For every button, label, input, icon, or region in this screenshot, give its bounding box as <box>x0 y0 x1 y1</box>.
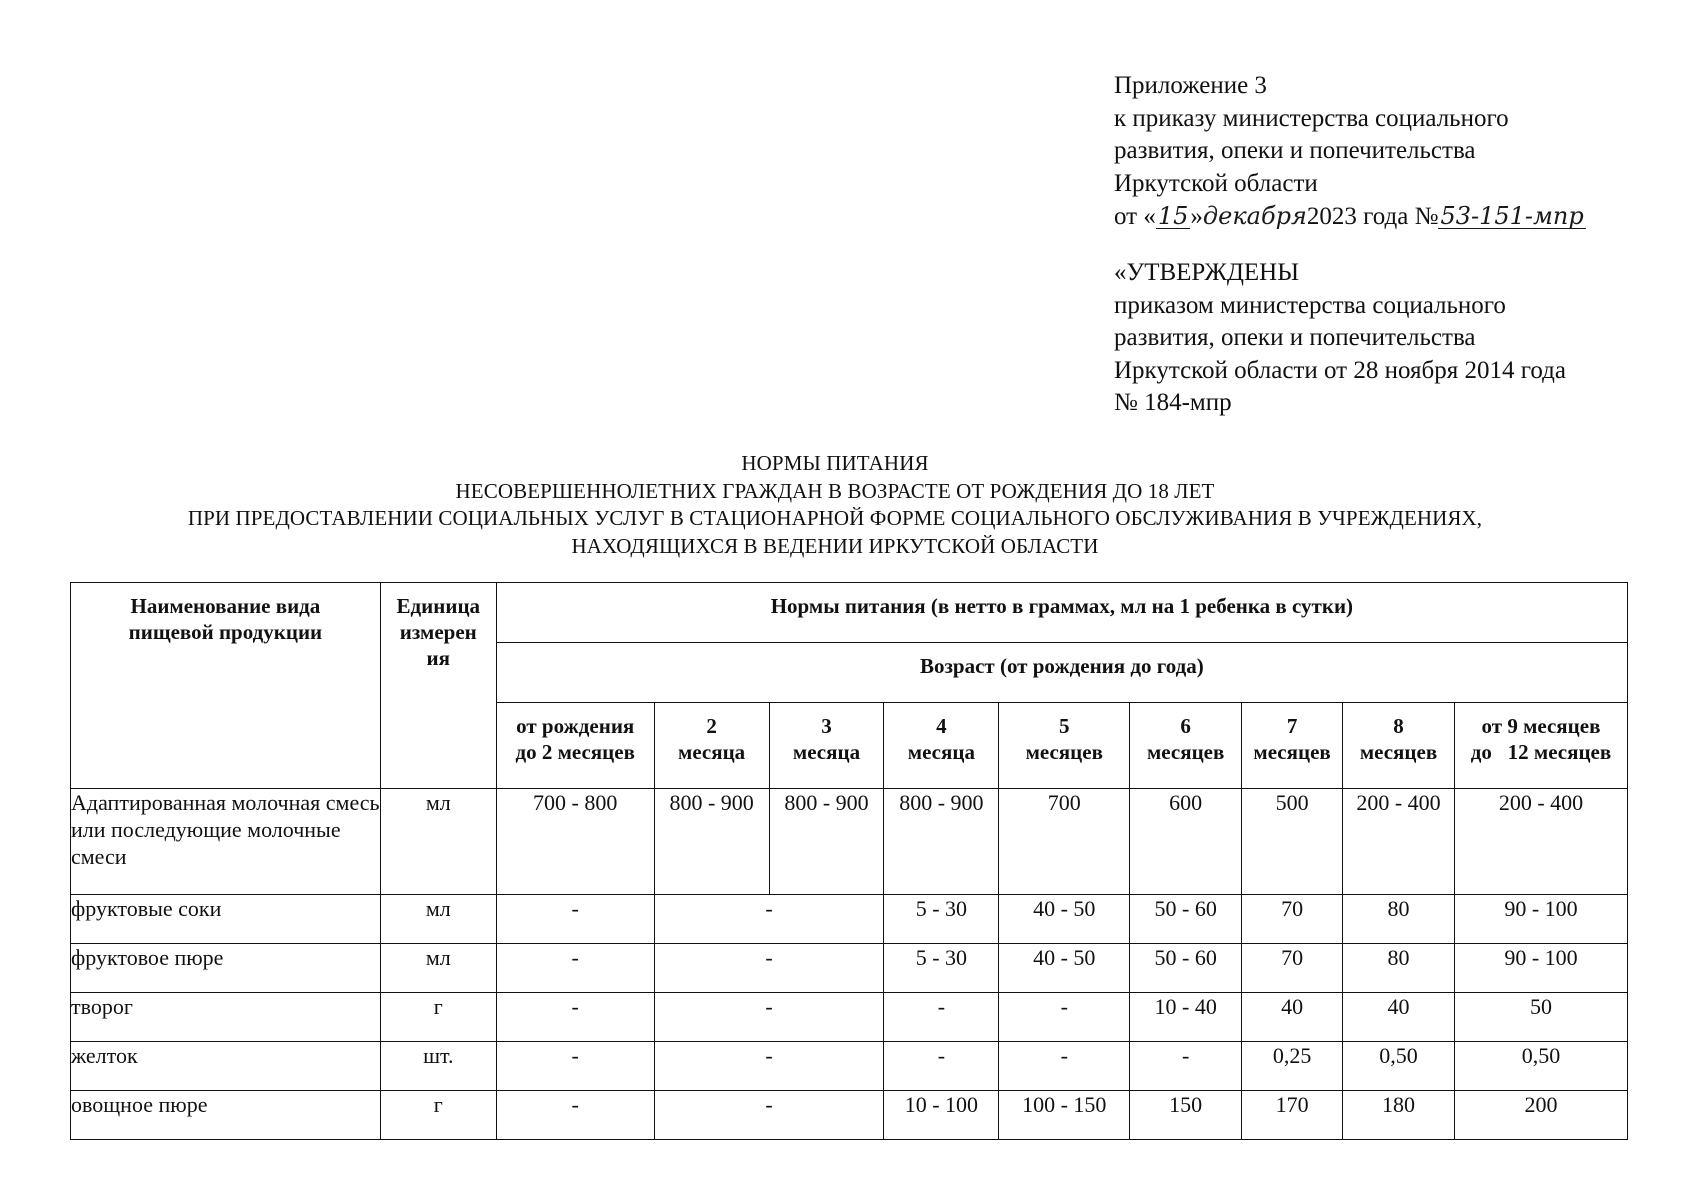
date-mid: » <box>1190 203 1203 230</box>
approved-line-1: «УТВЕРЖДЕНЫ <box>1114 259 1300 286</box>
table-row <box>71 895 1628 944</box>
table-row <box>71 944 1628 993</box>
header-row-top <box>71 583 1628 643</box>
value-cell: - <box>999 1042 1130 1091</box>
value-cell: 80 <box>1343 944 1455 993</box>
header-age-1 <box>496 703 654 789</box>
value-cell: 50 - 60 <box>1130 895 1242 944</box>
value-cell: 800 - 900 <box>884 789 999 895</box>
value-cell: - <box>1130 1042 1242 1091</box>
table-body <box>71 789 1628 1140</box>
appendix-block <box>1114 70 1586 234</box>
handwritten-month: декабря <box>1202 202 1307 230</box>
title-line-1: НОРМЫ ПИТАНИЯ <box>741 451 929 475</box>
value-cell: 200 - 400 <box>1343 789 1455 895</box>
header-age-2 <box>654 703 769 789</box>
value-cell: 0,50 <box>1343 1042 1455 1091</box>
value-cell: 180 <box>1343 1091 1455 1140</box>
product-name-cell: Адаптированная молочная смесь или последующие молочные смеси <box>71 789 381 895</box>
approved-line-4: Иркутской области от 28 ноября 2014 года <box>1114 356 1566 384</box>
age-label-line-1: 4 <box>936 714 947 738</box>
product-name-cell: фруктовое пюре <box>71 944 381 993</box>
table-row <box>71 1091 1628 1140</box>
age-label-line-1: 3 <box>821 714 832 738</box>
value-cell: - <box>654 1091 884 1140</box>
table-row <box>71 789 1628 895</box>
title-line-4: НАХОДЯЩИХСЯ В ВЕДЕНИИ ИРКУТСКОЙ ОБЛАСТИ <box>571 533 1099 558</box>
age-label-line-1: от 9 месяцев <box>1481 714 1601 738</box>
value-cell: 40 <box>1242 993 1343 1042</box>
value-cell: 5 - 30 <box>884 944 999 993</box>
age-label-line-2: месяцев <box>1025 740 1103 764</box>
value-cell: 40 <box>1343 993 1455 1042</box>
value-cell: 70 <box>1242 944 1343 993</box>
age-label-line-1: от рождения <box>516 714 635 738</box>
appendix-line-3: развития, опеки и попечительства <box>1114 137 1476 164</box>
title-line-3: ПРИ ПРЕДОСТАВЛЕНИИ СОЦИАЛЬНЫХ УСЛУГ В СТАЦИОНАРНОЙ ФОРМЕ СОЦИАЛЬНОГО ОБСЛУЖИВАНИЯ В УЧРЕЖДЕНИЯХ, <box>187 506 1483 530</box>
value-cell: 600 <box>1130 789 1242 895</box>
nutrition-norms-table <box>70 582 1628 1140</box>
product-name-cell: творог <box>71 993 381 1042</box>
header-age-group: Возраст (от рождения до года) <box>496 643 1627 703</box>
value-cell: - <box>496 1091 654 1140</box>
header-age-5 <box>999 703 1130 789</box>
value-cell: - <box>999 993 1130 1042</box>
value-cell: 100 - 150 <box>999 1091 1130 1140</box>
approved-line-2: приказом министерства социального <box>1114 291 1506 319</box>
product-name-cell: фруктовые соки <box>71 895 381 944</box>
value-cell: - <box>496 895 654 944</box>
age-label-line-2: месяцев <box>1359 740 1438 764</box>
value-cell: 10 - 40 <box>1130 993 1242 1042</box>
header-age-7 <box>1242 703 1343 789</box>
unit-cell: мл <box>380 895 496 944</box>
value-cell: 700 - 800 <box>496 789 654 895</box>
age-label-line-2: до 12 месяцев <box>1470 740 1612 764</box>
value-cell: 500 <box>1242 789 1343 895</box>
approved-block <box>1114 257 1566 420</box>
value-cell: 40 - 50 <box>999 895 1130 944</box>
value-cell: 0,50 <box>1454 1042 1627 1091</box>
document-title <box>110 450 1560 560</box>
value-cell: - <box>654 895 884 944</box>
header-age-4 <box>884 703 999 789</box>
value-cell: 80 <box>1343 895 1455 944</box>
value-cell: 50 - 60 <box>1130 944 1242 993</box>
age-label-line-1: 7 <box>1286 714 1298 738</box>
unit-cell: шт. <box>380 1042 496 1091</box>
value-cell: - <box>654 993 884 1042</box>
header-product-name: Наименование вида пищевой продукции <box>71 583 381 789</box>
value-cell: 0,25 <box>1242 1042 1343 1091</box>
header-age-9 <box>1454 703 1627 789</box>
age-label-line-2: месяца <box>792 740 861 764</box>
product-name-cell: желток <box>71 1042 381 1091</box>
handwritten-number: 53-151-мпр <box>1440 202 1584 230</box>
value-cell: 50 <box>1454 993 1627 1042</box>
age-label-line-2: месяца <box>907 740 975 764</box>
date-year: 2023 года № <box>1306 203 1439 230</box>
value-cell: 150 <box>1130 1091 1242 1140</box>
value-cell: 700 <box>999 789 1130 895</box>
value-cell: 170 <box>1242 1091 1343 1140</box>
unit-cell: г <box>380 993 496 1042</box>
value-cell: 200 - 400 <box>1454 789 1627 895</box>
header-norms: Нормы питания (в нетто в граммах, мл на 1 ребенка в сутки) <box>496 583 1627 643</box>
title-line-2: НЕСОВЕРШЕННОЛЕТНИХ ГРАЖДАН В ВОЗРАСТЕ ОТ РОЖДЕНИЯ ДО 18 ЛЕТ <box>455 478 1215 503</box>
product-name-cell: овощное пюре <box>71 1091 381 1140</box>
approved-line-5: № 184-мпр <box>1114 389 1232 416</box>
header-unit: Единица измерен ия <box>380 583 496 789</box>
table-row <box>71 993 1628 1042</box>
appendix-date-line <box>1114 200 1586 234</box>
unit-cell: мл <box>380 944 496 993</box>
age-label-line-1: 8 <box>1393 714 1404 738</box>
handwritten-day: 15 <box>1157 202 1189 230</box>
appendix-line-1: Приложение 3 <box>1114 72 1267 99</box>
appendix-line-4: Иркутской области <box>1114 169 1318 197</box>
value-cell: - <box>654 944 884 993</box>
value-cell: - <box>884 1042 999 1091</box>
date-prefix: от « <box>1114 203 1156 230</box>
value-cell: 800 - 900 <box>654 789 769 895</box>
value-cell: - <box>496 1042 654 1091</box>
value-cell: - <box>884 993 999 1042</box>
table-row <box>71 1042 1628 1091</box>
value-cell: 10 - 100 <box>884 1091 999 1140</box>
value-cell: 90 - 100 <box>1454 944 1627 993</box>
value-cell: 200 <box>1454 1091 1627 1140</box>
age-label-line-1: 6 <box>1180 714 1191 738</box>
age-label-line-1: 5 <box>1059 714 1070 738</box>
header-age-3 <box>769 703 884 789</box>
appendix-line-2: к приказу министерства социального <box>1114 104 1509 132</box>
age-label-line-2: месяцев <box>1253 740 1331 764</box>
header-age-6 <box>1130 703 1242 789</box>
value-cell: - <box>654 1042 884 1091</box>
age-label-line-1: 2 <box>706 714 717 738</box>
unit-cell: г <box>380 1091 496 1140</box>
value-cell: 800 - 900 <box>769 789 884 895</box>
value-cell: 70 <box>1242 895 1343 944</box>
value-cell: 40 - 50 <box>999 944 1130 993</box>
value-cell: - <box>496 944 654 993</box>
value-cell: 5 - 30 <box>884 895 999 944</box>
value-cell: 90 - 100 <box>1454 895 1627 944</box>
value-cell: - <box>496 993 654 1042</box>
approved-line-3: развития, опеки и попечительства <box>1114 324 1476 351</box>
age-label-line-2: до 2 месяцев <box>515 740 635 764</box>
age-label-line-2: месяца <box>678 740 746 764</box>
header-age-8 <box>1343 703 1455 789</box>
unit-cell: мл <box>380 789 496 895</box>
age-label-line-2: месяцев <box>1147 740 1225 764</box>
